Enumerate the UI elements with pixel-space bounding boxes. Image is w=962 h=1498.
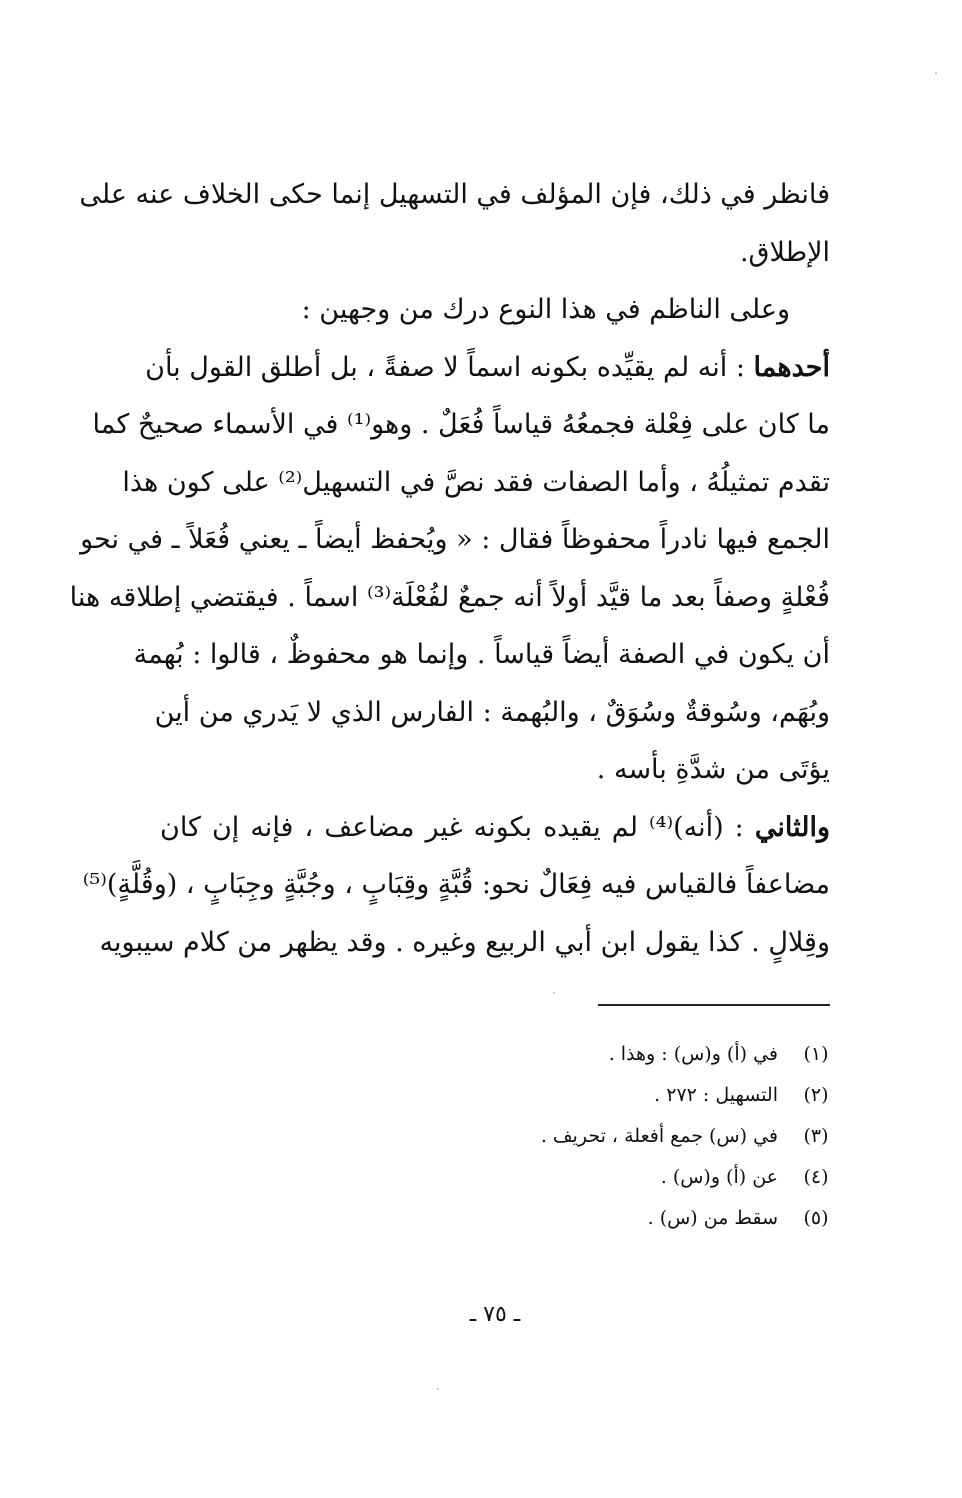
footnote-text: سقط من (س) . — [647, 1207, 778, 1229]
scan-speck — [935, 72, 937, 74]
page-number: ـ ٧٥ ـ — [469, 1302, 521, 1327]
text-line: فُعْلةٍ وصفاً بعد ما قيَّد أولاً أنه جمعٌ لفُعْلَة⁽³⁾ اسماً . فيقتضي إطلاقه هنا — [69, 581, 830, 613]
footnote-number: (١) — [803, 1043, 829, 1065]
line-rest: : أنه لم يقيِّده بكونه اسماً لا صفةً ، بل أطلق القول بأن — [145, 351, 754, 383]
footnote-item — [500, 1075, 840, 1116]
text-line: الإطلاق. — [739, 236, 830, 268]
footnote-item — [500, 1157, 840, 1198]
footnote-item — [500, 1116, 840, 1157]
line-rest: : (أنه)⁽⁴⁾ لم يقيده بكونه غير مضاعف ، فإنه إن كان — [160, 811, 755, 843]
text-line: فانظر في ذلك، فإن المؤلف في التسهيل إنما حكى الخلاف عنه على — [79, 179, 830, 210]
footnote-number: (٤) — [803, 1166, 829, 1188]
text-line: وعلى الناظم في هذا النوع درك من وجهين : — [301, 294, 790, 325]
main-text — [69, 166, 830, 971]
bold-lead-first: أحدهما — [753, 351, 830, 383]
text-line: الجمع فيها نادراً محفوظاً فقال : « ويُحفظ أيضاً ـ يعني فُعَلاً ـ في نحو — [80, 524, 830, 555]
footnote-text: في (س) جمع أفعلة ، تحريف . — [540, 1125, 778, 1147]
footnote-text: التسهيل : ٢٧٢ . — [654, 1084, 778, 1106]
paragraph-first-item — [145, 339, 830, 397]
scan-speck — [437, 1388, 439, 1390]
footnote-separator — [598, 1004, 830, 1006]
footnote-number: (٥) — [803, 1207, 829, 1229]
text-line: مضاعفاً فالقياس فيه فِعَالٌ نحو: قُبَّةٍ وقِبَابٍ ، وجُبَّةٍ وجِبَابٍ ، (وقُلَّةٍ)⁽⁵⁾ — [82, 869, 830, 900]
text-line: تقدم تمثيلُهُ ، وأما الصفات فقد نصَّ في التسهيل⁽²⁾ على كون هذا — [122, 466, 830, 498]
text-line: أن يكون في الصفة أيضاً قياساً . وإنما هو محفوظٌ ، قالوا : بُهمة — [133, 639, 830, 670]
footnote-number: (٣) — [803, 1125, 829, 1147]
text-line: يؤتَى من شدَّةِ بأسه . — [596, 754, 830, 785]
footnote-item — [500, 1198, 840, 1239]
scan-speck — [553, 992, 555, 994]
footnote-text: عن (أ) و(س) . — [660, 1166, 778, 1188]
bold-lead-second: والثاني — [754, 811, 830, 843]
footnotes — [500, 1034, 840, 1239]
paragraph-second-item — [160, 799, 830, 857]
footnote-number: (٢) — [803, 1084, 829, 1106]
footnote-text: في (أ) و(س) : وهذا . — [608, 1043, 778, 1065]
footnote-item — [500, 1034, 840, 1075]
text-line: وقِلالٍ . كذا يقول ابن أبي الربيع وغيره . وقد يظهر من كلام سيبويه — [99, 926, 830, 958]
text-line: ما كان على فِعْلة فجمعُهُ قياساً فُعَلٌ . وهو⁽¹⁾ في الأسماء صحيحٌ كما — [92, 409, 830, 440]
text-line: وبُهَم، وسُوقةٌ وسُوَقٌ ، والبُهمة : الفارس الذي لا يَدري من أين — [154, 696, 830, 728]
